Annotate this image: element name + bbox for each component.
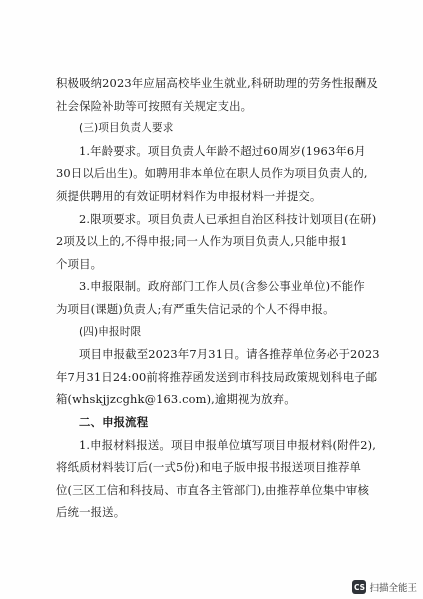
- paragraph-line: 2.限项要求。项目负责人已承担自治区科技计划项目(在研): [79, 211, 377, 226]
- paragraph-line: 须提供聘用的有效证明材料作为申报材料一并提交。: [56, 188, 322, 203]
- paragraph-line: 位(三区工信和科技局、市直各主管部门),由推荐单位集中审核: [56, 482, 370, 497]
- section-heading: 二、申报流程: [79, 414, 149, 429]
- camscanner-logo-icon: CS: [352, 580, 366, 594]
- paragraph-line: 积极吸纳2023年应届高校毕业生就业,科研助理的劳务性报酬及: [56, 76, 378, 90]
- paragraph-line: 1.年龄要求。项目负责人年龄不超过60周岁(1963年6月: [79, 143, 366, 158]
- paragraph-line: 30日以后出生)。如聘用非本单位在职人员作为项目负责人的,: [56, 166, 368, 181]
- paragraph-line: 项目申报截至2023年7月31日。请各推荐单位务必于2023: [79, 347, 380, 362]
- paragraph-line: 个项目。: [56, 256, 103, 271]
- paragraph-line: 1.申报材料报送。项目申报单位填写项目申报材料(附件2),: [79, 437, 376, 452]
- paragraph-line: 年7月31日24:00前将推荐函发送到市科技局政策规划科电子邮: [56, 369, 378, 384]
- subsection-heading: (四)申报时限: [79, 325, 142, 338]
- paragraph-line: 箱(whskjjzcghk@163.com),逾期视为放弃。: [56, 392, 296, 407]
- scanner-watermark: [352, 580, 417, 594]
- paragraph-line: 将纸质材料装订后(一式5份)和电子版申报书报送项目推荐单: [56, 460, 362, 475]
- subsection-heading: (三)项目负责人要求: [79, 122, 174, 135]
- paragraph-line: 为项目(课题)负责人;有严重失信记录的个人不得申报。: [56, 301, 335, 316]
- document-body: [56, 72, 384, 524]
- paragraph-line: 社会保险补助等可按照有关规定支出。: [56, 98, 253, 113]
- paragraph-line: 2项及以上的,不得申报;同一人作为项目负责人,只能申报1: [56, 234, 348, 249]
- paragraph-line: 3.申报限制。政府部门工作人员(含参公事业单位)不能作: [79, 279, 365, 294]
- paragraph-line: 后统一报送。: [56, 505, 126, 520]
- watermark-label: 扫描全能王: [369, 583, 417, 594]
